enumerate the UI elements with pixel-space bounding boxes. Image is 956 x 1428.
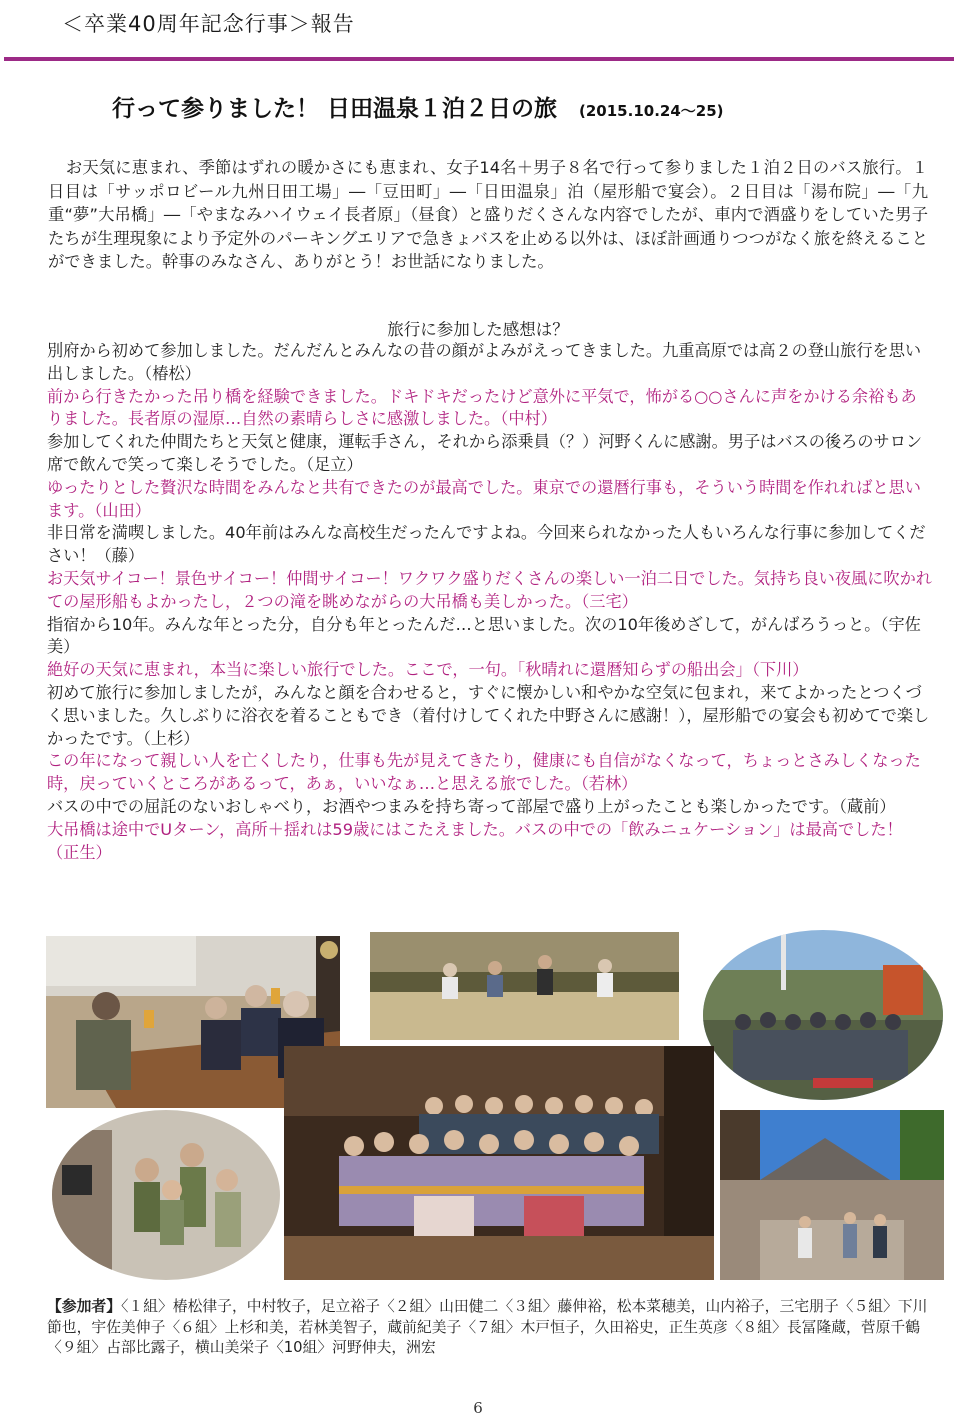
comment-item: 初めて旅行に参加しましたが，みんなと顔を合わせると，すぐに懐かしい和やかな空気に包まれ，来てよかったとつくづく思いました。久しぶりに浴衣を着ることもでき（着付けしてくれた中野さんに感謝！），屋形船での宴会も初めてで楽しかったです。（上杉）	[47, 682, 930, 748]
trip-date: (2015.10.24～25)	[579, 102, 724, 120]
comment-item: この年になって親しい人を亡くしたり，仕事も先が見えてきたり，健康にも自信がなくなって，ちょっとさみしくなった時，戻っていくところがあるって，あぁ，いいなぁ…と思える旅でした。（若林）	[47, 751, 921, 794]
comment-item: 別府から初めて参加しました。だんだんとみんなの昔の顔がよみがえってきました。九重高原では高２の登山旅行を思い出しました。（椿松）	[47, 341, 922, 383]
header-divider	[4, 57, 954, 61]
comment-item: 指宿から10年。みんな年とった分，自分も年とったんだ…と思いました。次の10年後めざして，がんばろうっと。（宇佐美）	[47, 614, 921, 657]
comment-item: 絶好の天気に恵まれ，本当に楽しい旅行でした。ここで，一句。「秋晴れに還暦知らずの船出会」（下川）	[47, 660, 809, 680]
participants-list	[47, 1297, 932, 1359]
comment-item: お天気サイコー！景色サイコー！仲間サイコー！ワクワク盛りだくさんの楽しい一泊二日でした。気持ち良い夜風に吹かれての屋形船もよかったし，２つの滝を眺めながらの大吊橋も美しかった。（三宅）	[47, 568, 932, 611]
comment-item: 大吊橋は途中でUターン，高所＋揺れは59歳にはこたえました。バスの中での「飲みニュケーション」は最高でした！（正生）	[47, 819, 903, 862]
participants-label: 【参加者】	[47, 1298, 121, 1315]
comment-item: バスの中での屈託のないおしゃべり，お酒やつまみを持ち寄って部屋で盛り上がったことも楽しかったです。（蔵前）	[47, 796, 896, 816]
comment-item: 参加してくれた仲間たちと天気と健康，運転手さん，それから添乗員（？）河野くんに感謝。男子はバスの後ろのサロン席で飲んで笑って楽しそうでした。（足立）	[47, 432, 923, 474]
photo-yukata-group	[284, 1046, 714, 1280]
intro-paragraph	[48, 156, 928, 274]
section-heading: 旅行に参加した感想は？	[387, 320, 569, 339]
page-title-text: 行って参りました！ 日田温泉１泊２日の旅	[112, 96, 558, 122]
section-header-label: ＜卒業40周年記念行事＞報告	[62, 12, 355, 36]
photo-pampas-field	[370, 932, 679, 1040]
comment-item: 非日常を満喫しました。40年前はみんな高校生だったんですよね。今回来られなかった人もいろんな行事に参加してください！（藤）	[47, 523, 926, 566]
comment-list	[47, 340, 932, 864]
comment-item: 前から行きたかった吊り橋を経験できました。ドキドキだったけど意外に平気で，怖がる○○さんに声をかける余裕もありました。長者原の湿原…自然の素晴らしさに感激しました。（中村）	[47, 386, 917, 429]
participants-names: 〈１組〉椿松律子，中村牧子，足立裕子〈２組〉山田健二〈３組〉藤伸裕，松本菜穂美，山内裕子，三宅朋子〈５組〉下川節也，宇佐美伸子〈６組〉上杉和美，若林美智子，蔵前紀美子〈７組〉木戸恒子，久田裕史，正生英彦〈８組〉長冨隆蔵，菅原千鶴〈９組〉占部比露子，横山美栄子〈10組〉河野伸夫，洲宏	[47, 1298, 928, 1356]
photo-street-mountain	[720, 1110, 944, 1280]
intro-text: お天気に恵まれ、季節はずれの暖かさにも恵まれ、女子14名＋男子８名で行って参りました１泊２日のバス旅行。１日目は「サッポロビール九州日田工場」―「豆田町」―「日田温泉」泊（屋形船で宴会）。２日目は「湯布院」―「九重“夢”大吊橋」―「やまなみハイウェイ長者原」（昼食）と盛りだくさんな内容でしたが、車内で酒盛りをしていた男子たちが生理現象により予定外のパーキングエリアで急きょバスを止める以外は、ほぼ計画通りつつがなく旅を終えることができました。幹事のみなさん、ありがとう！お世話になりました。	[48, 158, 928, 272]
page-number: 6	[473, 1399, 483, 1417]
page-title	[112, 90, 724, 123]
photo-group-bridge	[703, 930, 943, 1100]
photo-women-doorway	[52, 1110, 280, 1280]
comment-item: ゆったりとした贅沢な時間をみんなと共有できたのが最高でした。東京での還暦行事も，そういう時間を作れればと思います。（山田）	[47, 477, 921, 520]
